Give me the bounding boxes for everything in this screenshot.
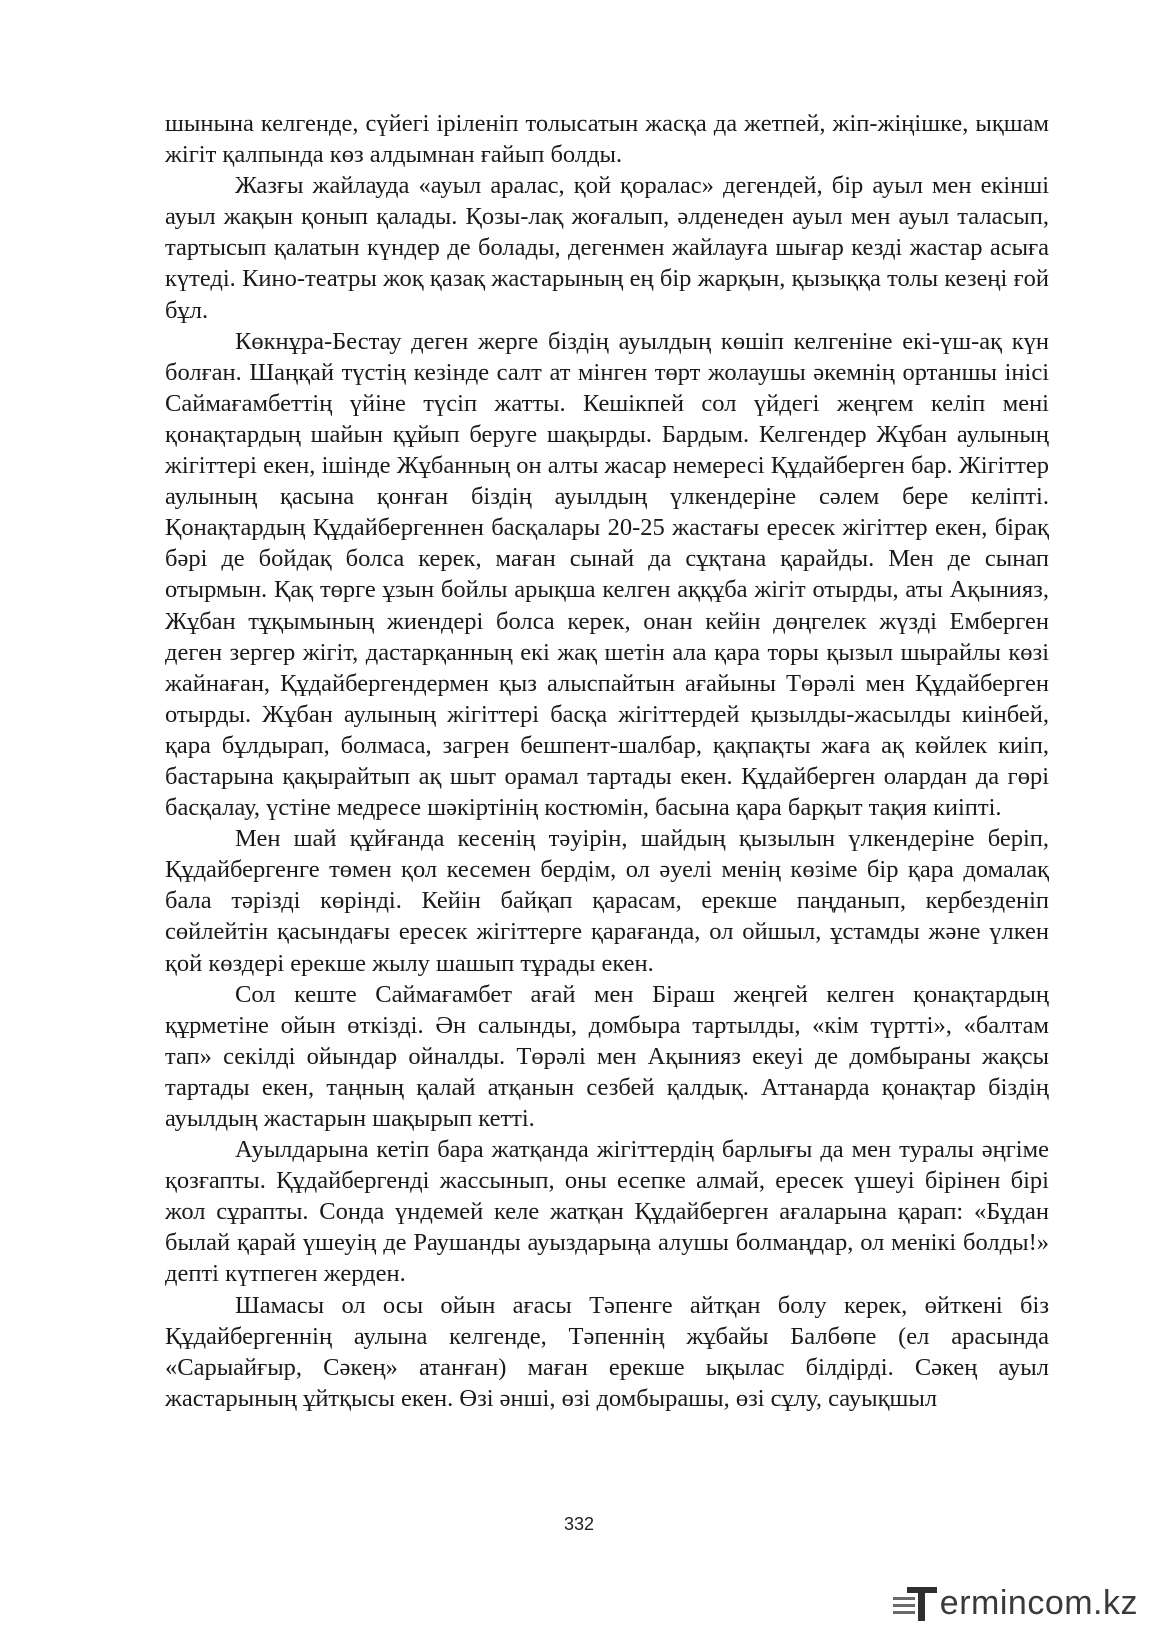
watermark-text: ermincom.kz <box>939 1583 1138 1622</box>
paragraph-7: Шамасы ол осы ойын ағасы Тәпенге айтқан болу керек, өйткені біз Құдайбергеннің аулына келгенде, Тәпеннің жұбайы Балбөпе (ел арасында «Сарыайғыр, Сәкең» атанған) маған ерекше ықылас білдірді. Сәкең ауыл жастарының ұйтқысы екен. Өзі әнші, өзі домбырашы, өзі сұлу, сауықшыл <box>165 1291 1049 1412</box>
paragraph-5: Сол кеште Саймағамбет ағай мен Біраш жеңгей келген қонақтардың құрметіне ойын өткізді. Ән салынды, домбыра тартылды, «кім түртті», «балтам тап» секілді ойындар ойналды. Төрәлі мен Ақынияз екеуі де домбыраны жақсы тартады екен, таңның қалай атқанын сезбей қалдық. Аттанарда қонақтар біздің ауылдың жастарын шақырып кетті. <box>165 980 1049 1132</box>
site-watermark <box>907 1577 1138 1629</box>
page-number: 332 <box>563 1514 595 1534</box>
paragraph-1: шынына келгенде, сүйегі іріленіп толысатын жасқа да жетпей, жіп-жіңішке, ықшам жігіт қалпында көз алдымнан ғайып болды. <box>165 110 1049 169</box>
paragraph-3: Көкнұра-Бестау деген жерге біздің ауылдың көшіп келгеніне екі-үш-ақ күн болған. Шаңқай түстің кезінде салт ат мінген төрт жолаушы әкемнің ортаншы інісі Саймағамбеттің үйіне түсіп жатты. Кешікпей сол үйдегі жеңгем келіп мені қонақтардың шайын құйып беруге шақырды. Бардым. Келгендер Жұбан аулының жігіттері екен, ішінде Жұбанның он алты жасар немересі Құдайберген бар. Жігіттер аулының қасына қонған біздің ауылдың үлкендеріне сәлем бере келіпті. Қонақтардың Құдайбергеннен басқалары 20-25 жастағы ересек жігіттер екен, бірақ бәрі де бойдақ болса керек, маған сынай да сұқтана қарайды. Мен де сынап отырмын. Қақ төрге ұзын бойлы арықша келген аққұба жігіт отырды, аты Ақынияз, Жұбан тұқымының жиендері болса керек, онан кейін дөңгелек жүзді Емберген деген зергер жігіт, дастарқанның екі жақ шетін ала қара торы қызыл шырайлы көзі жайнаған, Құдайбергендермен қыз алыспайтын ағайыны Төрәлі мен Құдайберген отырды. Жұбан аулының жігіттері басқа жігіттердей қызылды-жасылды киінбей, қара бұлдырап, болмаса, загрен бешпент-шалбар, қақпақты жаға ақ көйлек киіп, бастарына қақырайтып ақ шыт орамал тартады екен. Құдайберген олардан да гөрі басқалау, үстіне медресе шәкіртінің костюмін, басына қара барқыт тақия киіпті. <box>165 327 1049 822</box>
paragraph-4: Мен шай құйғанда кесенің тәуірін, шайдың қызылын үлкендеріне беріп, Құдайбергенге төмен қол кесемен бердім, ол әуелі менің көзіме бір қара домалақ бала тәрізді көрінді. Кейін байқап қарасам, ерекше паңданып, кербезденіп сөйлейтін қасындағы ересек жігіттерге қарағанда, ол ойшыл, ұстамды және үлкен қой көздері ерекше жылу шашып тұрады екен. <box>165 825 1049 977</box>
paragraph-6: Ауылдарына кетіп бара жатқанда жігіттердің барлығы да мен туралы әңгіме қозғапты. Құдайбергенді жассынып, оны есепке алмай, ересек үшеуі бірінен бірі жол сұрапты. Сонда үндемей келе жатқан Құдайберген ағаларына қарап: «Бұдан былай қарай үшеуің де Раушанды ауыздарыңа алушы болмаңдар, ол менікі болды!» депті күтпеген жерден. <box>165 1136 1049 1288</box>
paragraph-2: Жазғы жайлауда «ауыл аралас, қой қоралас» дегендей, бір ауыл мен екінші ауыл жақын қонып қалады. Қозы-лақ жоғалып, әлденеден ауыл мен ауыл таласып, тартысып қалатын күндер де болады, дегенмен жайлауға шығар кезді жастар асыға күтеді. Кино-театры жоқ қазақ жастарының ең бір жарқын, қызыққа толы кезеңі ғой бұл. <box>165 172 1049 324</box>
document-body <box>165 108 1049 1414</box>
termincom-t-logo-icon <box>907 1583 939 1623</box>
